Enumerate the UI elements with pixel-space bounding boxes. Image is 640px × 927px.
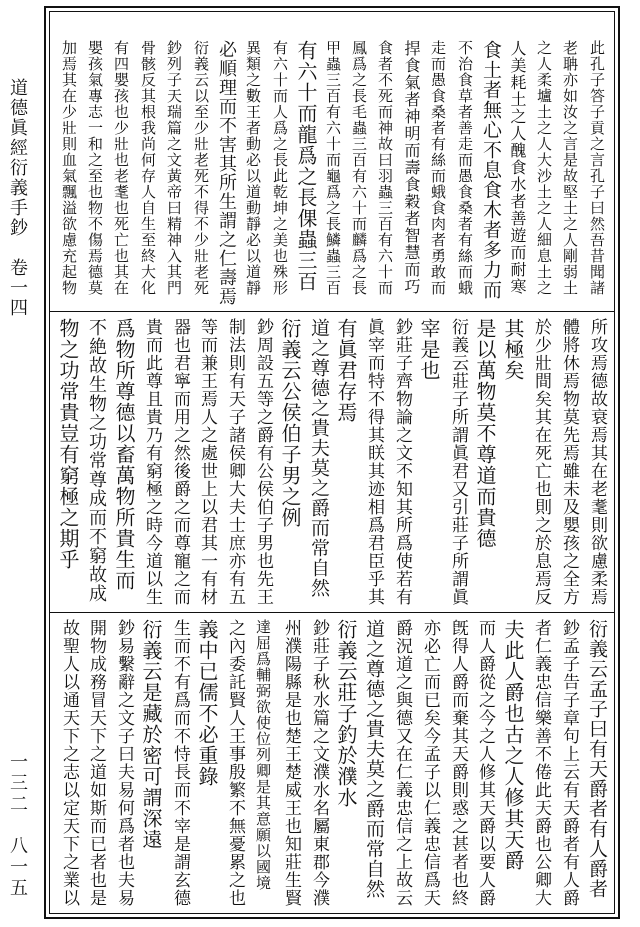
text-column: 是以萬物莫不尊道而貴德 bbox=[473, 318, 497, 549]
text-column: 鈔孟子告子章句上云有天爵者有人爵 bbox=[559, 619, 579, 907]
text-column: 之人柔壚土之人大沙土之人細息土之 bbox=[535, 40, 553, 296]
text-column: 義中已儒不必重錄 bbox=[195, 619, 219, 787]
text-column: 爲物所尊德以畜萬物所貴生而 bbox=[112, 318, 136, 591]
text-column: 於少壯間矣其在死亡也則之於息焉反 bbox=[531, 318, 551, 606]
text-column: 不絶故生物之功常尊成而不窮故成 bbox=[86, 318, 107, 603]
text-column: 鈔周設五等之爵有公侯伯子男也先王 bbox=[253, 318, 273, 606]
text-column: 有六十而龍爲之長倮蟲三百 bbox=[294, 40, 318, 292]
text-column: 開物成務冒天下之道如斯而已者也是 bbox=[86, 619, 106, 907]
text-column: 所攻焉德故衰焉其在老耄則欲慮柔焉 bbox=[587, 318, 607, 606]
text-column: 州濮陽縣是也楚王楚威王也知莊生賢 bbox=[281, 619, 301, 907]
text-column: 鈔列子天瑞篇之文黃帝曰精神入其門 bbox=[165, 40, 183, 296]
text-column: 不治食草者善走而愚食桑者有絲而蛾 bbox=[456, 40, 474, 296]
text-column: 捍食氣者神明而壽食穀者智慧而巧 bbox=[402, 40, 421, 295]
text-column: 鈔易繫辭之文子曰夫易何爲者也夫易 bbox=[114, 619, 134, 907]
text-column: 等而兼王焉人之處世上以君其一有材 bbox=[197, 318, 217, 606]
text-column: 其極矣 bbox=[501, 318, 525, 381]
text-column: 鈔莊子秋水篇之文濮水名屬東郡今濮 bbox=[309, 619, 329, 907]
text-column: 道之尊德之貴夫莫之爵而常自然 bbox=[363, 619, 385, 899]
margin-page-number: 一三二 八一五 bbox=[7, 752, 28, 899]
text-column: 老聃亦如汝之言是故堅土之人剛弱土 bbox=[561, 40, 579, 296]
text-column: 旣得人爵而棄其天爵則惑之甚者也終 bbox=[448, 619, 468, 907]
text-column: 必順理而不害其所生謂之仁壽焉 bbox=[216, 40, 237, 306]
text-column: 之內委託賢人王事殷繁不無憂累之也 bbox=[225, 619, 245, 907]
text-column: 衍義云是藏於密可謂深遠 bbox=[139, 619, 163, 850]
text-column: 者仁義忠信樂善不倦此天爵也公卿大 bbox=[531, 619, 551, 907]
panel-divider-1 bbox=[49, 311, 615, 312]
text-column: 道之尊德之貴夫莫之爵而常自然 bbox=[308, 318, 330, 598]
panel-divider-2 bbox=[49, 612, 615, 613]
text-column: 衍義云莊子所謂眞君又引莊子所謂眞 bbox=[448, 318, 468, 606]
text-column: 達屈爲輔弼欲使位列卿是其意願以國境 bbox=[254, 619, 272, 891]
text-column: 骨骸反其根我尚何存人自生至終大化 bbox=[139, 40, 157, 296]
text-column: 食者不死而神故曰羽蟲三百有六十而 bbox=[376, 40, 394, 296]
text-column: 嬰孩氣專志一和之至也物不傷焉德莫 bbox=[86, 40, 104, 296]
text-column: 有眞君存焉 bbox=[334, 318, 358, 423]
text-column: 甲蟲三百有六十而龜爲之長鱗蟲三百 bbox=[324, 40, 342, 296]
text-column: 鳳爲之長毛蟲三百有六十而麟爲之長 bbox=[350, 40, 368, 296]
text-column: 有六十而人爲之長此乾坤之美也殊形 bbox=[271, 40, 289, 296]
text-column: 人美耗土之人醜食水者善遊而耐寒 bbox=[508, 40, 527, 295]
text-column: 衍義云孟子曰有天爵者有人爵者 bbox=[586, 619, 608, 899]
text-column: 食土者無心不息食木者多力而 bbox=[480, 40, 502, 300]
text-column: 夫此人爵也古之人修其天爵 bbox=[501, 619, 525, 871]
text-column: 故聖人以通天下之志以定天下之業以 bbox=[59, 619, 79, 907]
text-column: 物之功常貴豈有窮極之期乎 bbox=[56, 318, 80, 570]
text-column: 走而愚食桑者有絲而蛾食肉者勇敢而 bbox=[429, 40, 447, 296]
text-column: 而人爵從之今之人修其天爵以要人爵 bbox=[475, 619, 495, 907]
text-column: 鈔莊子齊物論之文不知其所爲使若有 bbox=[392, 318, 412, 606]
text-column: 爵況道之與德又在仁義忠信之上故云 bbox=[392, 619, 412, 907]
text-column: 衍義云莊子釣於濮水 bbox=[334, 619, 358, 808]
text-column: 體將休焉物莫先焉雖未及嬰孩之全方 bbox=[559, 318, 579, 606]
text-column: 此孔子答子貢之言孔子曰然吾昔聞諸 bbox=[588, 40, 606, 296]
text-column: 異類之數王者動必以道動靜必以道靜 bbox=[244, 40, 262, 296]
text-column: 有四嬰孩也少壯也老耄也死亡也其在 bbox=[112, 40, 130, 296]
text-column: 生而不有爲而不恃長而不宰是謂玄德 bbox=[170, 619, 190, 907]
text-column: 制法則有天子諸侯卿大夫士庶亦有五 bbox=[225, 318, 245, 606]
text-column: 加焉其在少壯則血氣飄溢欲慮充起物 bbox=[60, 40, 78, 296]
text-column: 亦必亡而已矣今孟子以仁義忠信爲天 bbox=[420, 619, 440, 907]
text-column: 眞宰而特不得其眹其迹相爲君臣乎其 bbox=[364, 318, 384, 606]
text-column: 宰是也 bbox=[417, 318, 441, 381]
text-column: 貴而此尊且貴乃有窮極之時今道以生 bbox=[142, 318, 162, 606]
text-column: 器也君寧而用之然後爵之而尊寵之而 bbox=[170, 318, 190, 606]
text-column: 衍義云以至少壯老死不得不少壯老死 bbox=[192, 40, 210, 296]
text-column: 衍義云公侯伯子男之例 bbox=[278, 318, 302, 528]
margin-title: 道德眞經衍義手鈔 卷一四 bbox=[7, 78, 28, 318]
